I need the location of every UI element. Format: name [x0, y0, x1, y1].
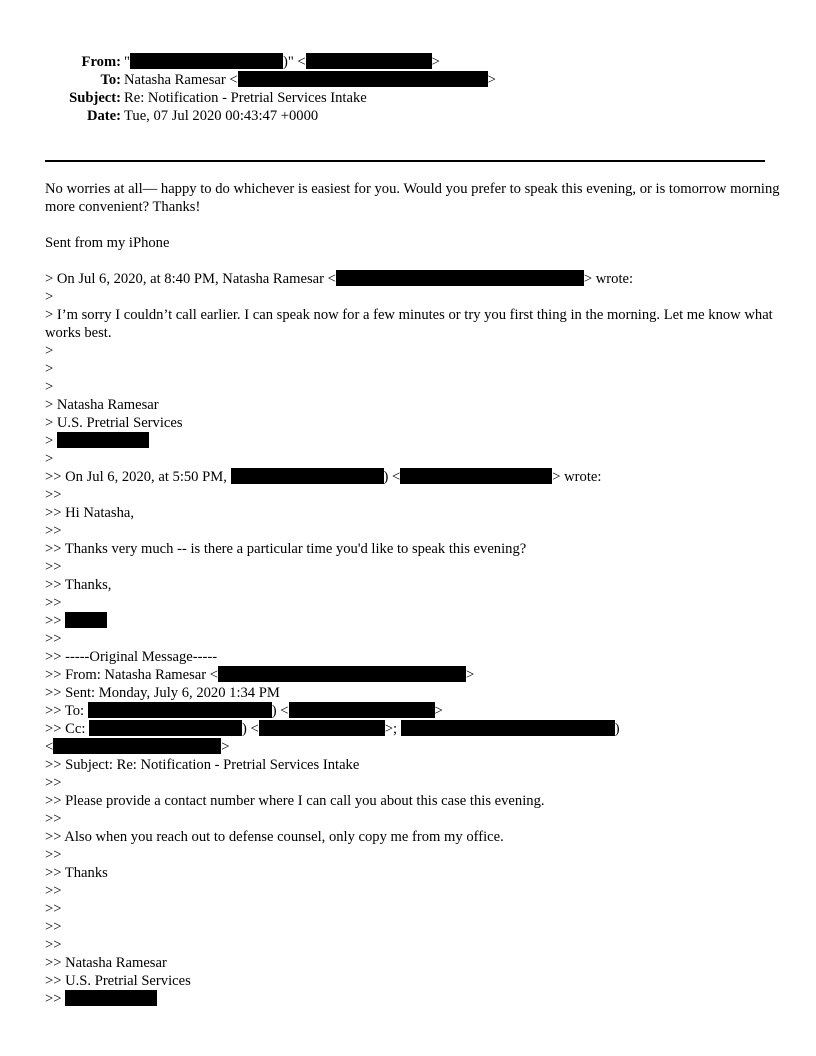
original-to-mid: ) <	[271, 703, 289, 719]
reply-text: No worries at all— happy to do whichever is easiest for you. Would you prefer to speak this evening, or is tomorrow morning more convenient? Thanks!	[45, 181, 780, 215]
original-cc-close: )	[614, 721, 620, 737]
original-cc	[45, 720, 780, 738]
quote-intro-text: > On Jul 6, 2020, at 8:40 PM, Natasha Ramesar <	[45, 271, 336, 287]
from-quote: "	[124, 54, 130, 70]
to-name: Natasha Ramesar <	[124, 72, 238, 88]
original-message-header: >> -----Original Message-----	[45, 649, 218, 665]
original-message-line-2: >> Also when you reach out to defense counsel, only copy me from my office.	[45, 829, 504, 845]
spacer	[45, 252, 780, 270]
quote-line: >	[45, 289, 54, 305]
original-to	[45, 702, 780, 720]
original-thanks: >> Thanks	[45, 865, 108, 881]
subject-row	[0, 89, 816, 107]
original-cc-text: >> Cc:	[45, 721, 90, 737]
original-cc-sep: >;	[384, 721, 401, 737]
quote-sender-name: > Natasha Ramesar	[45, 397, 159, 413]
quote-sender-org: > U.S. Pretrial Services	[45, 415, 183, 431]
from-row	[0, 53, 816, 71]
original-cc-cont-open: <	[45, 739, 54, 755]
signature: Sent from my iPhone	[45, 235, 170, 251]
to-close: >	[487, 72, 496, 88]
original-prefix: >>	[45, 991, 66, 1007]
original-redacted-line	[45, 990, 780, 1008]
email-body	[45, 180, 780, 1008]
nested-quote-line: >>	[45, 937, 62, 953]
original-cc-mid: ) <	[242, 721, 259, 737]
redaction-block	[53, 738, 221, 754]
original-sent: >> Sent: Monday, July 6, 2020 1:34 PM	[45, 685, 280, 701]
original-from-close: >	[466, 667, 475, 683]
nested-quote-line: >>	[45, 559, 62, 575]
to-label: To:	[100, 72, 121, 88]
date-value: Tue, 07 Jul 2020 00:43:47 +0000	[124, 108, 319, 124]
nested-quote-intro	[45, 468, 780, 486]
subject-value: Re: Notification - Pretrial Services Intake	[124, 90, 367, 106]
original-cc-continued	[45, 738, 780, 756]
quote-line: >	[45, 451, 54, 467]
quote-line: >	[45, 343, 54, 359]
to-row	[0, 71, 816, 89]
from-close: >	[431, 54, 440, 70]
quote-line: >	[45, 361, 54, 377]
from-mid: )" <	[282, 54, 306, 70]
redaction-block	[289, 702, 435, 718]
spacer	[45, 216, 780, 234]
nested-intro-mid: ) <	[383, 469, 401, 485]
nested-quote-line: >>	[45, 523, 62, 539]
nested-redacted-line	[45, 612, 780, 630]
nested-quote-line: >>	[45, 901, 62, 917]
nested-quote-line: >>	[45, 811, 62, 827]
redaction-block	[231, 468, 384, 484]
nested-quote-line: >>	[45, 847, 62, 863]
date-label: Date:	[86, 108, 121, 124]
redaction-block	[57, 432, 149, 448]
quote-line: >	[45, 379, 54, 395]
original-sender-name: >> Natasha Ramesar	[45, 955, 167, 971]
header-divider	[45, 160, 765, 162]
original-from-text: >> From: Natasha Ramesar <	[45, 667, 219, 683]
redaction-block	[259, 720, 385, 736]
nested-message: >> Thanks very much -- is there a particular time you'd like to speak this evening?	[45, 541, 527, 557]
original-from	[45, 666, 780, 684]
original-to-close: >	[434, 703, 443, 719]
redaction-block	[65, 612, 107, 628]
redaction-block	[130, 53, 283, 69]
subject-label: Subject:	[69, 90, 121, 106]
redaction-block	[218, 666, 466, 682]
nested-thanks: >> Thanks,	[45, 577, 112, 593]
redaction-block	[238, 71, 488, 87]
redaction-block	[89, 720, 242, 736]
quote-intro	[45, 270, 780, 288]
nested-intro-wrote: > wrote:	[552, 469, 602, 485]
redaction-block	[400, 468, 552, 484]
original-message-line-1: >> Please provide a contact number where I can call you about this case this evening.	[45, 793, 545, 809]
quote-prefix: >	[45, 433, 57, 449]
nested-quote-line: >>	[45, 595, 62, 611]
nested-greeting: >> Hi Natasha,	[45, 505, 135, 521]
redaction-block	[306, 53, 432, 69]
redaction-block	[65, 990, 157, 1006]
original-cc-cont-close: >	[221, 739, 230, 755]
quote-redacted-line	[45, 432, 780, 450]
nested-intro-text: >> On Jul 6, 2020, at 5:50 PM,	[45, 469, 231, 485]
email-header	[0, 53, 816, 125]
original-to-text: >> To:	[45, 703, 88, 719]
nested-quote-line: >>	[45, 883, 62, 899]
redaction-block	[88, 702, 272, 718]
redaction-block	[336, 270, 584, 286]
from-label: From:	[81, 54, 121, 70]
redaction-block	[401, 720, 615, 736]
quote-message: > I’m sorry I couldn’t call earlier. I can speak now for a few minutes or try you first thing in the morning. Let me know what works best.	[45, 307, 773, 341]
nested-quote-line: >>	[45, 775, 62, 791]
nested-quote-line: >>	[45, 631, 62, 647]
from-value	[124, 53, 440, 71]
original-sender-org: >> U.S. Pretrial Services	[45, 973, 191, 989]
nested-prefix: >>	[45, 613, 66, 629]
nested-quote-line: >>	[45, 487, 62, 503]
nested-quote-line: >>	[45, 919, 62, 935]
date-row	[0, 107, 816, 125]
to-value	[124, 71, 496, 89]
original-subject: >> Subject: Re: Notification - Pretrial Services Intake	[45, 757, 360, 773]
quote-intro-wrote: > wrote:	[583, 271, 634, 287]
